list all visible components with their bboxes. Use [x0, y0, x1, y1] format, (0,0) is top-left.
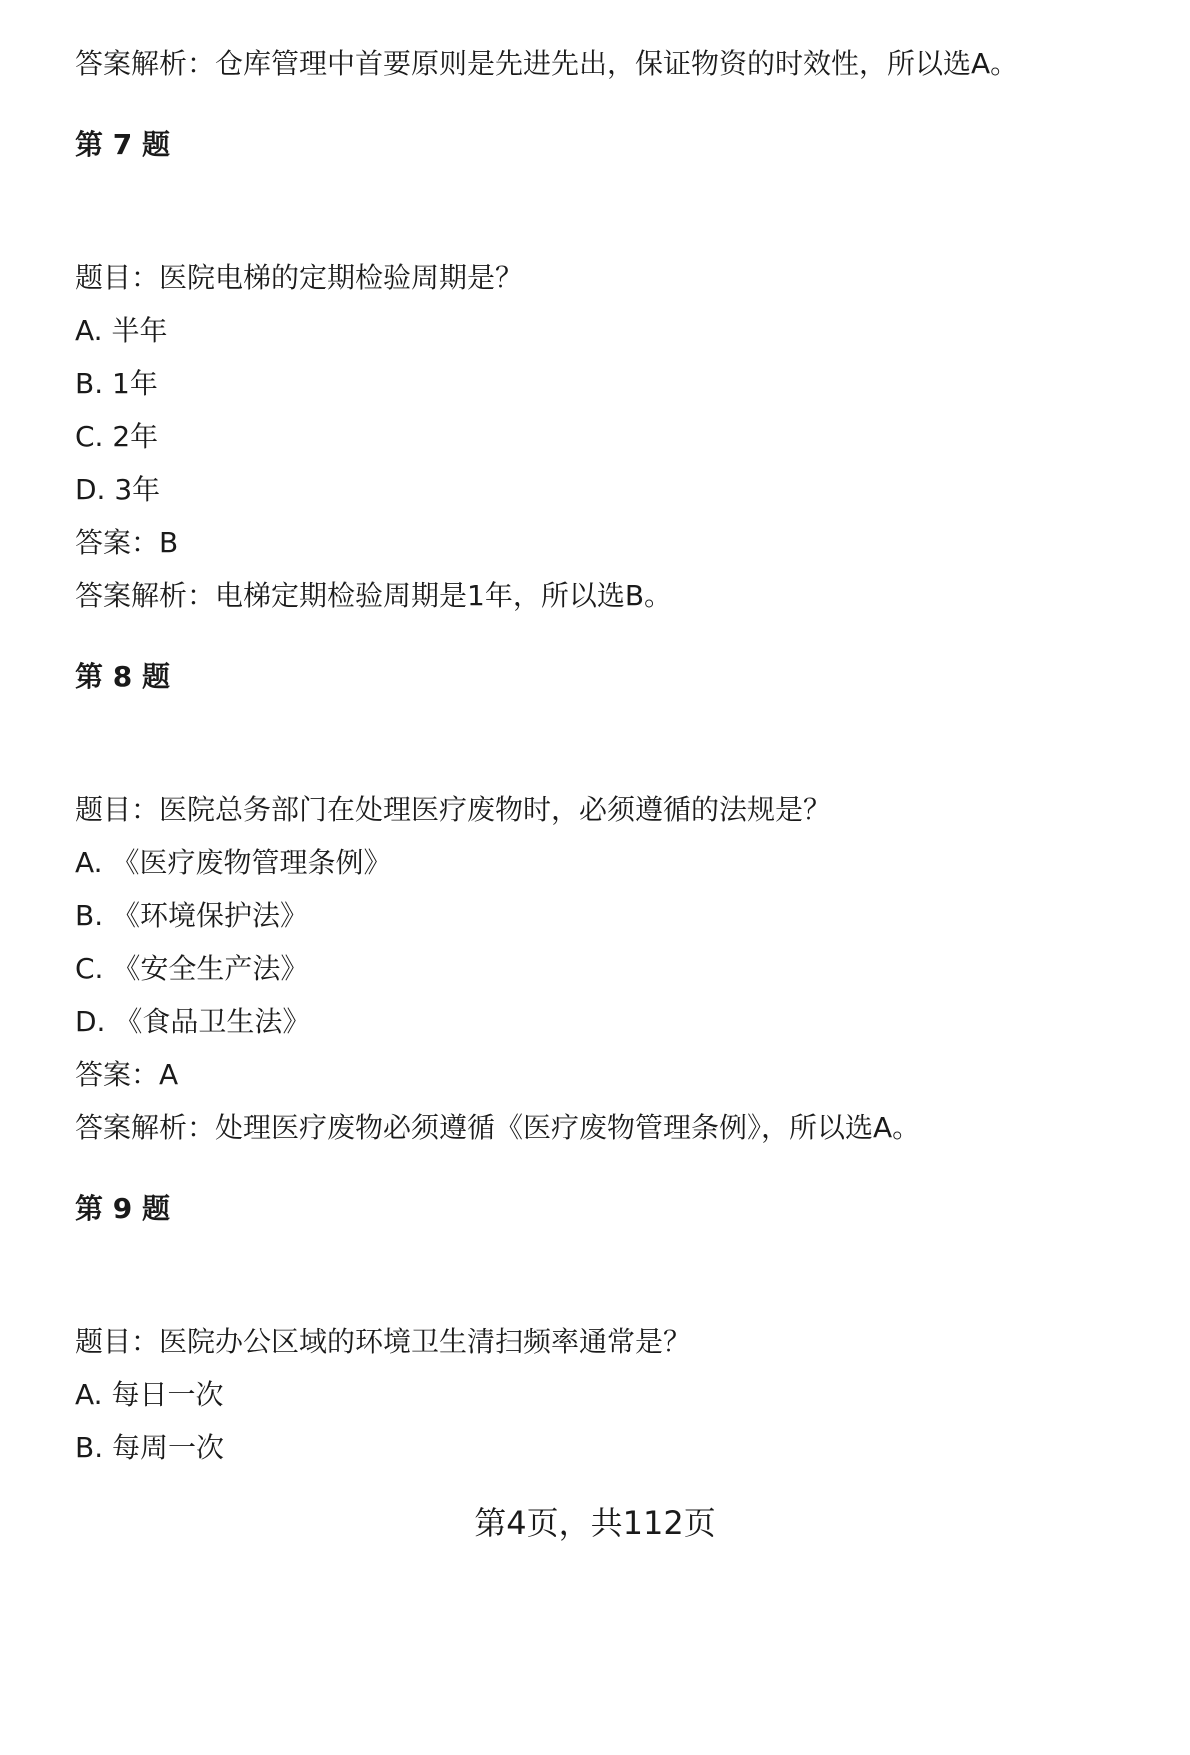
question-7-option-b: B. 1年	[75, 367, 158, 400]
prev-explanation: 答案解析：仓库管理中首要原则是先进先出，保证物资的时效性，所以选A。	[75, 47, 1019, 80]
question-8-answer: 答案：A	[75, 1058, 179, 1091]
question-7-option-d: D. 3年	[75, 473, 161, 506]
question-9-option-b: B. 每周一次	[75, 1431, 225, 1464]
question-7-heading: 第 7 题	[75, 128, 170, 161]
question-7-option-a: A. 半年	[75, 314, 168, 347]
question-9-prompt: 题目：医院办公区域的环境卫生清扫频率通常是？	[75, 1325, 692, 1358]
question-8-prompt: 题目：医院总务部门在处理医疗废物时，必须遵循的法规是？	[75, 793, 832, 826]
question-8-explanation: 答案解析：处理医疗废物必须遵循《医疗废物管理条例》，所以选A。	[75, 1111, 921, 1144]
question-7-option-c: C. 2年	[75, 420, 159, 453]
question-7-answer: 答案：B	[75, 526, 179, 559]
question-8-heading: 第 8 题	[75, 660, 170, 693]
question-8-option-c: C. 《安全生产法》	[75, 952, 309, 985]
question-7-prompt: 题目：医院电梯的定期检验周期是？	[75, 261, 524, 294]
question-8-option-a: A. 《医疗废物管理条例》	[75, 846, 392, 879]
question-9-heading: 第 9 题	[75, 1192, 170, 1225]
question-8-option-d: D. 《食品卫生法》	[75, 1005, 311, 1038]
question-8-option-b: B. 《环境保护法》	[75, 899, 309, 932]
question-9-option-a: A. 每日一次	[75, 1378, 224, 1411]
page-indicator: 第4页，共112页	[474, 1504, 716, 1542]
question-7-explanation: 答案解析：电梯定期检验周期是1年，所以选B。	[75, 579, 673, 612]
